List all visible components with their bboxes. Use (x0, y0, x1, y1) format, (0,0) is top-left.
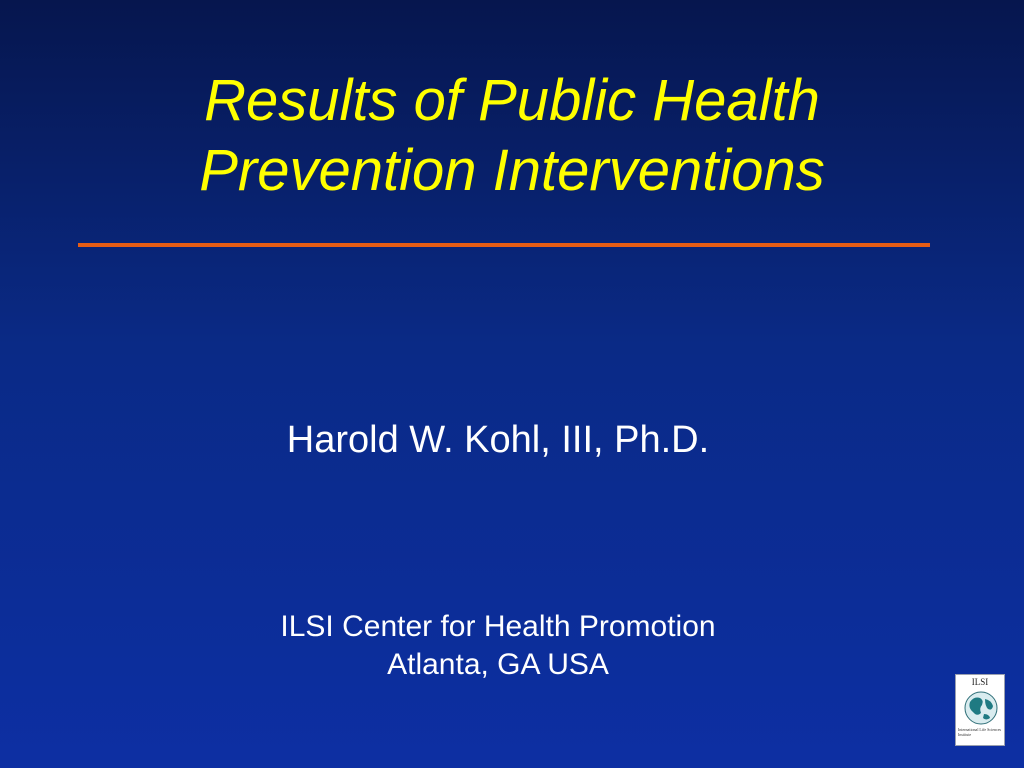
affiliation (0, 608, 996, 684)
author-name: Harold W. Kohl, III, Ph.D. (286, 419, 710, 461)
affiliation-line-2: Atlanta, GA USA (387, 648, 609, 681)
logo-caption: International Life Sciences Institute (958, 727, 1002, 737)
slide-title-line-1: Results of Public Health (204, 68, 820, 133)
logo-name: ILSI (971, 677, 989, 687)
title-divider (78, 243, 930, 247)
ilsi-logo (955, 674, 1005, 746)
globe-icon (962, 690, 1000, 726)
affiliation-line-1: ILSI Center for Health Promotion (280, 610, 716, 643)
slide-title (0, 66, 1024, 206)
slide-title-line-2: Prevention Interventions (199, 138, 825, 203)
